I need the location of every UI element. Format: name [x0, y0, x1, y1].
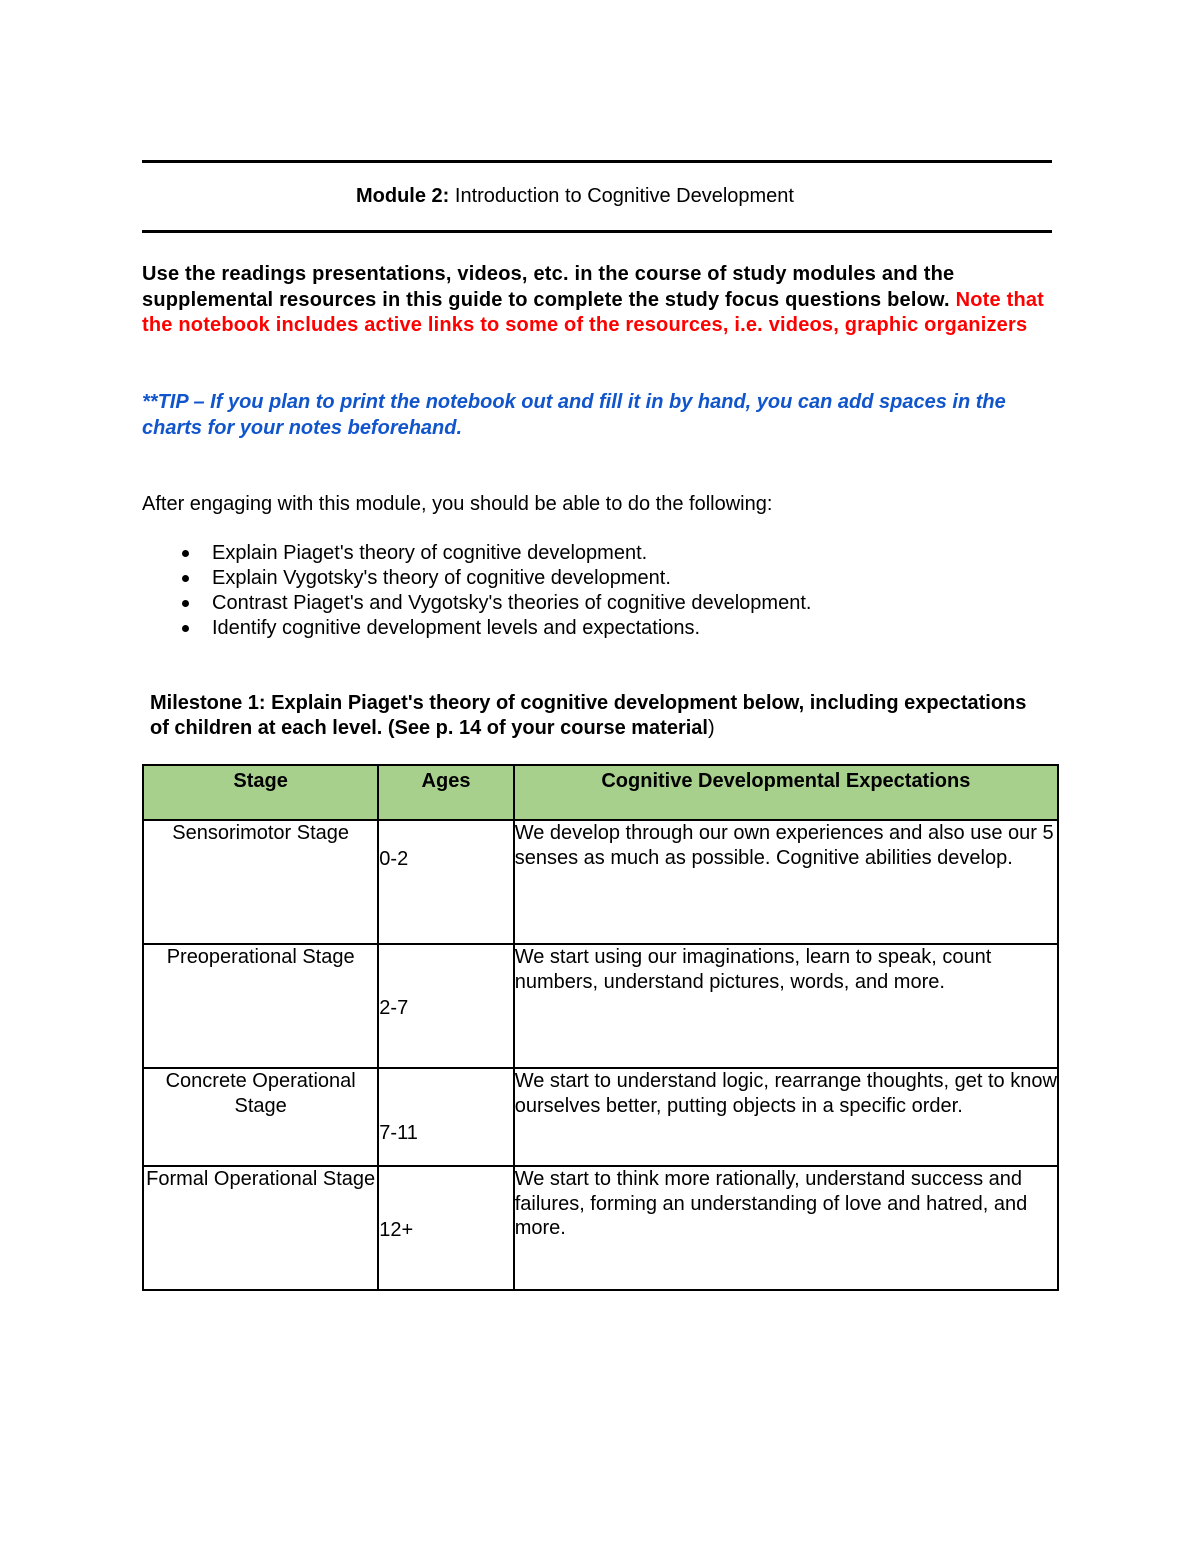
expectation-cell: We start using our imaginations, learn to speak, count numbers, understand pictures, words, and more.	[514, 944, 1058, 1068]
age-value: 7-11	[379, 1122, 418, 1144]
header-expectations: Cognitive Developmental Expectations	[514, 765, 1058, 820]
table-row	[143, 820, 1058, 944]
expectation-cell: We develop through our own experiences and also use our 5 senses as much as possible. Cognitive abilities develop.	[514, 820, 1058, 944]
age-value: 0-2	[379, 848, 409, 870]
list-item	[142, 541, 811, 566]
bullet-icon	[182, 550, 189, 557]
list-item-text: Contrast Piaget's and Vygotsky's theories of cognitive development.	[212, 592, 812, 614]
module-name: Introduction to Cognitive Development	[454, 185, 794, 207]
header-ages: Ages	[378, 765, 513, 820]
age-value: 12+	[379, 1219, 414, 1241]
age-cell	[378, 1068, 513, 1166]
milestone-close: )	[707, 716, 715, 739]
stage-cell: Concrete Operational Stage	[143, 1068, 378, 1166]
piaget-stages-table	[142, 764, 1059, 1291]
table-row	[143, 1166, 1058, 1290]
table-row	[143, 1068, 1058, 1166]
module-title	[142, 184, 1008, 208]
age-cell	[378, 1166, 513, 1290]
bullet-icon	[182, 625, 189, 632]
stage-cell: Sensorimotor Stage	[143, 820, 378, 944]
list-item-text: Explain Piaget's theory of cognitive development.	[212, 542, 648, 564]
objectives-list	[142, 541, 811, 641]
top-rule	[142, 160, 1052, 163]
age-cell	[378, 820, 513, 944]
table-header-row	[143, 765, 1058, 820]
module-label: Module 2:	[356, 185, 450, 207]
milestone-heading	[150, 691, 1030, 740]
header-stage: Stage	[143, 765, 378, 820]
list-item	[142, 616, 811, 641]
stage-cell: Preoperational Stage	[143, 944, 378, 1068]
tip-paragraph: **TIP – If you plan to print the notebook out and fill it in by hand, you can add spaces in the charts for your notes beforehand.	[142, 391, 1006, 439]
expectation-cell: We start to think more rationally, understand success and failures, forming an understanding of love and hatred, and more.	[514, 1166, 1058, 1290]
table-row	[143, 944, 1058, 1068]
age-value: 2-7	[379, 997, 409, 1019]
intro-paragraph	[142, 262, 1062, 339]
bullet-icon	[182, 600, 189, 607]
milestone-text: Milestone 1: Explain Piaget's theory of cognitive development below, including expectations of children at each level. (See p. 14 of your course material	[150, 692, 1027, 739]
age-cell	[378, 944, 513, 1068]
list-item	[142, 566, 811, 591]
bottom-rule	[142, 230, 1052, 233]
intro-note: Note that the notebook includes active links to some of the resources, i.e. videos, graphic organizers	[142, 288, 1045, 336]
list-item-text: Identify cognitive development levels and expectations.	[212, 617, 701, 639]
intro-text: Use the readings presentations, videos, etc. in the course of study modules and the supplemental resources in this guide to complete the study focus questions below.	[142, 263, 956, 311]
stage-cell: Formal Operational Stage	[143, 1166, 378, 1290]
expectation-cell: We start to understand logic, rearrange thoughts, get to know ourselves better, putting objects in a specific order.	[514, 1068, 1058, 1166]
list-item-text: Explain Vygotsky's theory of cognitive development.	[212, 567, 671, 589]
bullet-icon	[182, 575, 189, 582]
objectives-lead: After engaging with this module, you should be able to do the following:	[142, 493, 773, 515]
list-item	[142, 591, 811, 616]
